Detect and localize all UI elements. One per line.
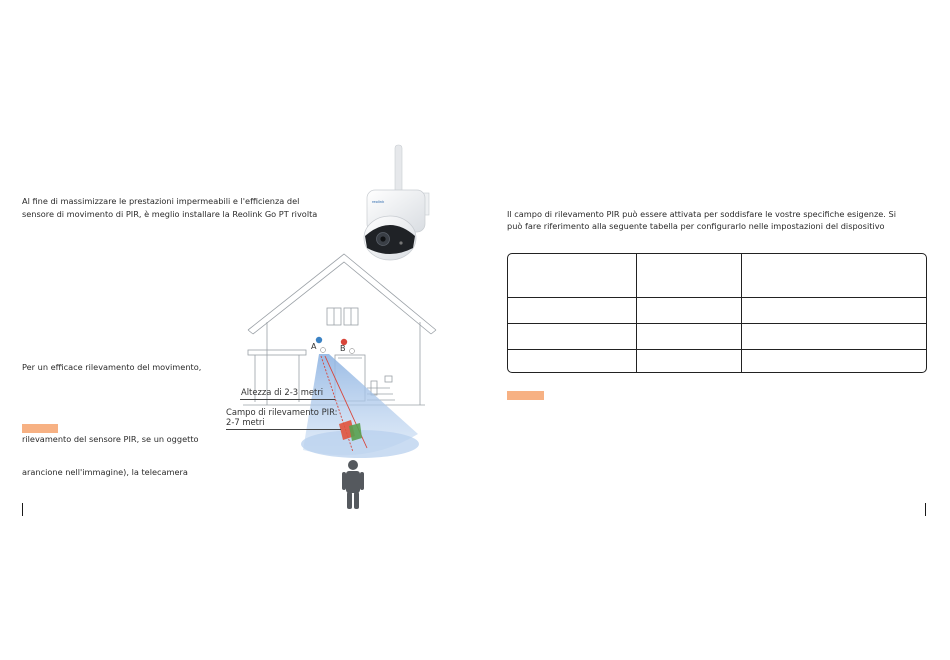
range-label-line-2: 2-7 metri — [226, 417, 265, 427]
table-row-divider — [508, 323, 926, 324]
motion-detection-text: Per un efficace rilevamento del movimento, — [22, 362, 202, 372]
table-column-divider — [741, 254, 742, 372]
pir-sensor-text: rilevamento del sensore PIR, se un oggetto — [22, 434, 199, 444]
intro-line-2: sensore di movimento di PIR, è meglio installare la Reolink Go PT rivolta — [22, 209, 318, 219]
marker-a: A — [311, 342, 317, 351]
height-label: Altezza di 2-3 metri — [241, 387, 324, 397]
installation-illustration — [215, 140, 450, 510]
right-intro-line-1: Il campo di rilevamento PIR può essere attivata per soddisfare le vostre specifiche esigenze. Si — [507, 209, 896, 219]
orange-area-text: arancione nell'immagine), la telecamera — [22, 467, 188, 477]
note-tag-right — [507, 391, 544, 400]
table-row-divider — [508, 297, 926, 298]
antenna-icon — [395, 145, 402, 197]
table-row-divider — [508, 349, 926, 350]
house-diagram — [215, 140, 450, 510]
range-label-line — [226, 429, 341, 430]
table-column-divider — [636, 254, 637, 372]
note-tag — [22, 424, 58, 433]
page-mark-right — [925, 503, 926, 516]
camera-brand-text: reolink — [372, 200, 385, 204]
height-label-line — [240, 399, 335, 400]
marker-b: B — [340, 344, 346, 353]
person-icon — [342, 460, 364, 509]
range-label-line-1: Campo di rilevamento PIR: — [226, 407, 338, 417]
pir-settings-table — [507, 253, 927, 373]
intro-line-1: Al fine di massimizzare le prestazioni impermeabili e l'efficienza del — [22, 196, 300, 206]
page-mark-left — [22, 503, 23, 516]
right-intro-line-2: può fare riferimento alla seguente tabella per configurarlo nelle impostazioni del dispositivo — [507, 221, 885, 231]
